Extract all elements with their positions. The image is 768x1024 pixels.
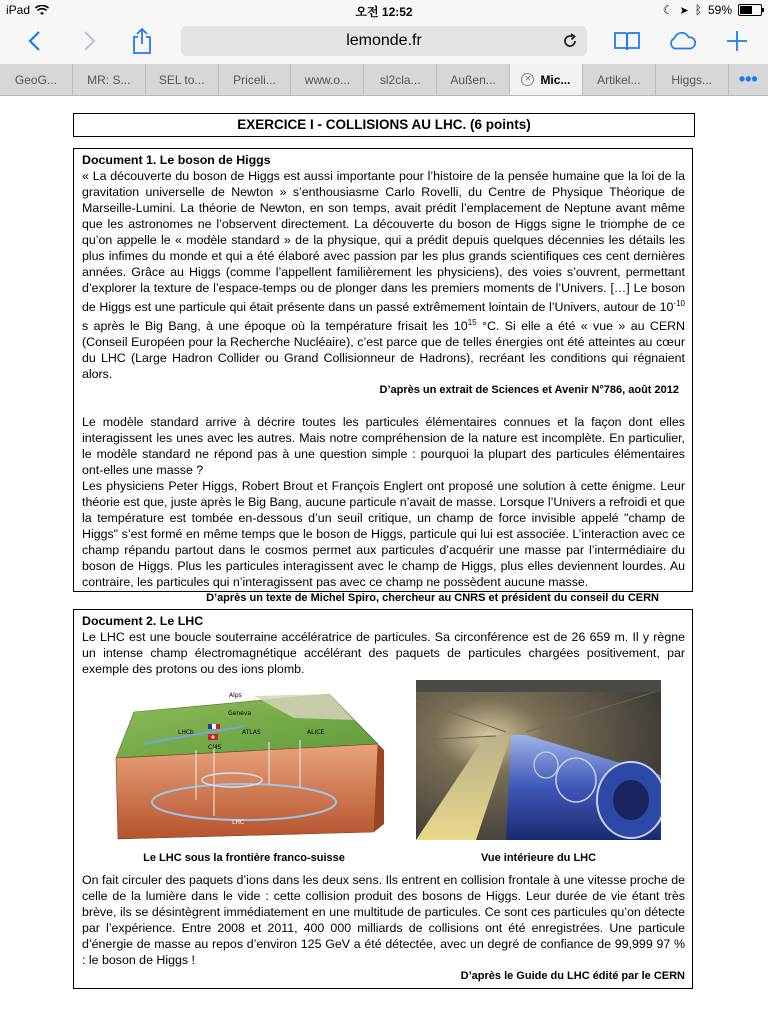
url-text: lemonde.fr (346, 32, 422, 49)
browser-toolbar (0, 20, 768, 64)
tab-label: Priceli... (233, 72, 276, 87)
battery-icon (738, 4, 762, 16)
reload-icon[interactable] (561, 32, 579, 50)
location-icon: ➤ (679, 4, 689, 17)
exercise-title: EXERCICE I - COLLISIONS AU LHC. (6 points) (73, 113, 695, 137)
document-1-paragraph-1 (82, 168, 685, 382)
tab-label: Higgs... (671, 72, 712, 87)
lhc-map-figure (104, 684, 384, 842)
share-button[interactable] (127, 26, 157, 56)
document-1-heading: Document 1. Le boson de Higgs (82, 153, 271, 167)
document-1-box (73, 148, 693, 605)
document-1-paragraph-2: Le modèle standard arrive à décrire toutes les particules élémentaires connues et la façon dont elles interagissent les unes avec les autres. Mais notre compréhension de la nature est incomplète. En particulier, le modèle standard ne répond pas à une question simple : pourquoi la plupart des particules élémentaires ont-elles une masse ? (82, 415, 685, 478)
para1-exponent-2: 15 (467, 318, 477, 328)
tab-label: GeoG... (14, 72, 57, 87)
lhc-tunnel-figure (416, 680, 661, 840)
lhc-tunnel-photo (416, 680, 661, 840)
document-2-box (73, 609, 693, 989)
map-label-alice: ALICE (307, 729, 325, 736)
tab-label: Mic... (540, 72, 571, 87)
map-label-lhcb: LHCb (178, 729, 194, 736)
tab-strip (0, 64, 768, 96)
browser-tab[interactable] (146, 64, 219, 95)
tab-label: sl2cla... (379, 72, 421, 87)
browser-tab[interactable] (583, 64, 656, 95)
device-name: iPad (6, 3, 31, 17)
document-1-source-1: D’après un extrait de Sciences et Avenir N°786, août 2012 (379, 384, 679, 397)
document-2-source: D’après le Guide du LHC édité par le CERN (460, 970, 685, 982)
close-tab-icon[interactable]: × (521, 73, 534, 86)
browser-tab[interactable] (364, 64, 437, 95)
tab-label: MR: S... (87, 72, 131, 87)
para1-power-base: 10 (659, 300, 674, 315)
browser-tab[interactable] (73, 64, 146, 95)
caption-right: Vue intérieure du LHC (480, 852, 597, 864)
browser-tab[interactable] (510, 64, 583, 95)
more-tabs-button[interactable]: ••• (738, 69, 758, 89)
caption-left: Le LHC sous la frontière franco-suisse (143, 852, 345, 864)
status-time: 오전 12:52 (355, 5, 413, 19)
back-button[interactable] (19, 26, 49, 56)
share-icon (131, 27, 153, 55)
moon-icon: ☾ (662, 3, 674, 17)
map-label-alps: Alps (229, 692, 242, 699)
browser-tab[interactable] (291, 64, 364, 95)
browser-tab[interactable] (656, 64, 729, 95)
map-label-cms: CMS (208, 744, 222, 751)
chevron-right-icon (83, 30, 97, 52)
browser-tab[interactable] (437, 64, 510, 95)
para1-text: « La découverte du boson de Higgs est aussi importante pour l’histoire de la pensée humaine que la loi de la gravitation universelle de Newton » s’enthousiasme Carlo Rovelli, du Centre de Physique Théorique de Marseille-Lumini. La théorie de Newton, en son temps, avait prédit l’emplacement de Neptune avant même que les astronomes ne l’observent directement. La découverte du boson de Higgs signe le triomphe de ce qu’on appelle le « modèle standard » de la physique, qui a prédit depuis quelques décennies les détails les plus infimes du monde et qui a été élaboré avec passion par les plus grands scientifiques ces cent dernières années. Grâce au Higgs (comme l’appellent familièrement les physiciens), des voies s’ouvrent, permettant d’explorer la texture de l’espace-temps ou de plonger dans les premiers moments de l’Univers. […] Le boson de Higgs est une particule qui était présente dans un passé extrêmement lointain de l’Univers, autour de (82, 169, 685, 315)
lhc-map-illustration (104, 684, 384, 842)
document-2-intro: Le LHC est une boucle souterraine accélératrice de particules. Sa circonférence est de 26 659 m. Il y règne un intense champ électromagnétique accélérant des paquets de particules chargées positivement, par exemple des protons ou des ions plomb. (82, 630, 685, 676)
para1-exponent-1: -10 (673, 299, 685, 308)
tab-label: www.o... (304, 72, 351, 87)
tab-label: SEL to... (158, 72, 205, 87)
para1-text-3: °C. Si elle a été « vue » au CERN (Conseil Européen pour la Recherche Nucléaire), c’est parce que de telles énergies ont été atteintes au cœur du LHC (Large Hadron Collider ou Grand Collisionneur de Hadrons), recréant les conditions qui régnaient alors. (82, 319, 686, 382)
document-2-outro: On fait circuler des paquets d’ions dans les deux sens. Ils entrent en collision frontale à une vitesse proche de celle de la lumière dans le vide : cette collision produit des bosons de Higgs. Leur durée de vie étant très brève, ils se désintègrent immédiatement en une multitude de particules. Ce sont ces particules qu’on détecte par l’expérience. Entre 2008 et 2011, 400 000 milliards de collisions ont été enregistrées. Une particule d’énergie de masse au repos d’environ 125 GeV a été détectée, avec un degré de confiance de 99,999 97 % : le boson de Higgs ! (82, 873, 685, 967)
browser-tab[interactable] (219, 64, 292, 95)
document-1-paragraph-3: Les physiciens Peter Higgs, Robert Brout et François Englert ont proposé une solution à cette énigme. Leur théorie est que, juste après le Big Bang, aucune particule n’avait de masse. Lorsque l’Univers a refroidi et que la température est tombée en-dessous d’un seuil critique, un champ de force invisible appelé "champ de Higgs" s’est formé en même temps que le boson de Higgs, particule qui lui est associée. L’interaction avec ce champ répandu partout dans le cosmos permet aux particules d’acquérir une masse par l’intermédiaire du boson de Higgs. Plus les particules interagissent avec le champ de Higgs, plus elles deviennent lourdes. Au contraire, les particules qui n’interagissent pas avec ce champ ne possèdent aucune masse. (82, 479, 685, 590)
plus-icon (726, 30, 748, 52)
icloud-tabs-button[interactable] (667, 26, 697, 56)
address-bar[interactable] (181, 26, 587, 56)
map-label-geneva: Geneva (228, 710, 252, 717)
forward-button[interactable] (75, 26, 105, 56)
map-label-lhc: LHC (232, 819, 245, 826)
battery-percent: 59% (707, 3, 732, 17)
para1-text-2: s après le Big Bang, à une époque où la température frisait les 10 (82, 319, 468, 334)
tab-label: Artikel... (597, 72, 641, 87)
status-right (663, 3, 762, 17)
status-bar (0, 0, 768, 20)
document-2-heading: Document 2. Le LHC (82, 614, 204, 628)
chevron-left-icon (27, 30, 41, 52)
map-label-atlas: ATLAS (242, 729, 261, 736)
browser-tab[interactable] (0, 64, 73, 95)
cloud-icon (667, 30, 697, 52)
document-1-source-2: D’après un texte de Michel Spiro, chercheur au CNRS et président du conseil du CERN (206, 592, 659, 605)
page-content (0, 96, 768, 1024)
tab-label: Außen... (450, 72, 496, 87)
bookmarks-button[interactable] (612, 26, 642, 56)
new-tab-button[interactable] (722, 26, 752, 56)
bluetooth-icon: ᛒ (694, 3, 702, 17)
book-icon (613, 30, 641, 52)
figures-row (82, 680, 685, 864)
